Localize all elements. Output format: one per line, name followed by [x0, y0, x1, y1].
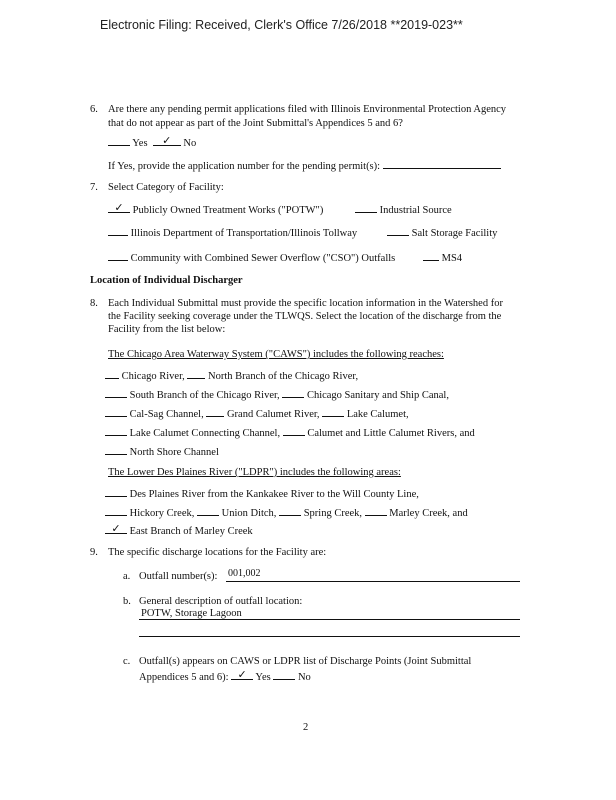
lake-calumet-conn-blank[interactable] [105, 425, 127, 436]
q8-line2: the Facility seeking coverage under the TLWQS. Select the location of the discharge from the [108, 311, 502, 322]
q9c-no-label: No [297, 672, 311, 683]
q6-pending [108, 158, 501, 172]
grand-calumet-blank[interactable] [206, 406, 224, 417]
caws-row-5 [105, 444, 219, 458]
q7-ms4-label: MS4 [441, 253, 463, 264]
north-branch-label: North Branch of the Chicago River, [208, 371, 359, 382]
q6-pending-field[interactable] [383, 158, 501, 169]
q7-idot-blank[interactable] [108, 225, 128, 236]
q8-number: 8. [90, 298, 98, 309]
page-number: 2 [303, 722, 309, 733]
union-ditch-blank[interactable] [197, 505, 219, 516]
marley-creek-label: Marley Creek, and [389, 508, 468, 519]
chicago-river-blank[interactable] [105, 368, 119, 379]
sanitary-canal-label: Chicago Sanitary and Ship Canal, [306, 390, 449, 401]
q9c-no-blank[interactable] [273, 669, 295, 680]
lake-calumet-label: Lake Calumet, [346, 409, 409, 420]
location-heading: Location of Individual Discharger [90, 275, 243, 286]
q9-number: 9. [90, 547, 98, 558]
ldpr-row-1 [105, 486, 419, 500]
south-branch-blank[interactable] [105, 387, 127, 398]
q9a-label: a. [123, 571, 131, 582]
q7-potw-blank[interactable] [108, 202, 130, 213]
q7-cso-option [108, 250, 395, 264]
q6-text-line1: Are there any pending permit applications filed with Illinois Environmental Protection Agency [108, 104, 507, 115]
q6-text-line2: that do not appear as part of the Joint Submittal's Appendices 5 and 6? [108, 118, 403, 129]
ldpr-heading: The Lower Des Plaines River ("LDPR") includes the following areas: [108, 467, 401, 478]
calumet-little-label: Calumet and Little Calumet Rivers, and [307, 428, 475, 439]
east-marley-check-icon: ✓ [111, 522, 121, 535]
east-marley-blank[interactable] [105, 523, 127, 534]
q6-no-blank[interactable] [153, 135, 181, 146]
q7-industrial-option [355, 202, 452, 216]
q9b-field-line-1[interactable] [139, 619, 520, 620]
north-shore-blank[interactable] [105, 444, 127, 455]
q9a-field-line[interactable] [226, 581, 520, 582]
hickory-creek-blank[interactable] [105, 505, 127, 516]
caws-heading: The Chicago Area Waterway System ("CAWS") includes the following reaches: [108, 349, 444, 360]
electronic-filing-stamp: Electronic Filing: Received, Clerk's Office 7/26/2018 **2019-023** [100, 18, 463, 32]
q9b-description-value[interactable]: POTW, Storage Lagoon [141, 608, 242, 619]
q7-industrial-blank[interactable] [355, 202, 377, 213]
q6-no-check-icon: ✓ [162, 134, 172, 147]
q9b-label: b. [123, 596, 131, 607]
sanitary-canal-blank[interactable] [282, 387, 304, 398]
cal-sag-label: Cal-Sag Channel, [129, 409, 204, 420]
q7-ms4-blank[interactable] [423, 250, 439, 261]
q6-yes-label: Yes [132, 138, 148, 149]
des-plaines-blank[interactable] [105, 486, 127, 497]
marley-creek-blank[interactable] [365, 505, 387, 516]
q7-potw-check-icon: ✓ [114, 201, 124, 214]
q6-answer [108, 135, 196, 149]
lake-calumet-blank[interactable] [322, 406, 344, 417]
q9c-label: c. [123, 656, 131, 667]
spring-creek-blank[interactable] [279, 505, 301, 516]
q9b-text: General description of outfall location: [139, 596, 303, 607]
q7-potw-option [108, 202, 323, 216]
q7-salt-blank[interactable] [387, 225, 409, 236]
q7-number: 7. [90, 182, 98, 193]
des-plaines-label: Des Plaines River from the Kankakee River to the Will County Line, [129, 489, 419, 500]
q7-industrial-label: Industrial Source [379, 205, 452, 216]
east-marley-label: East Branch of Marley Creek [129, 526, 253, 537]
north-branch-blank[interactable] [187, 368, 205, 379]
q7-cso-label: Community with Combined Sewer Overflow ("CSO") Outfalls [130, 253, 396, 264]
south-branch-label: South Branch of the Chicago River, [129, 390, 280, 401]
q9b-field-line-2[interactable] [139, 636, 520, 637]
caws-row-1 [105, 368, 358, 382]
q9c-line2-row [139, 669, 311, 683]
q9c-yes-blank[interactable] [231, 669, 253, 680]
q7-idot-option [108, 225, 357, 239]
q9c-line1: Outfall(s) appears on CAWS or LDPR list of Discharge Points (Joint Submittal [139, 656, 472, 667]
q6-number: 6. [90, 104, 98, 115]
q6-no-label: No [183, 138, 197, 149]
q9c-yes-label: Yes [255, 672, 271, 683]
spring-creek-label: Spring Creek, [303, 508, 363, 519]
caws-row-4 [105, 425, 475, 439]
q7-ms4-option [423, 250, 462, 264]
grand-calumet-label: Grand Calumet River, [226, 409, 320, 420]
ldpr-row-2 [105, 505, 468, 519]
q9a-text: Outfall number(s): [139, 571, 218, 582]
calumet-little-blank[interactable] [283, 425, 305, 436]
hickory-creek-label: Hickory Creek, [129, 508, 195, 519]
q8-line3: Facility from the list below: [108, 324, 226, 335]
q7-salt-option [387, 225, 497, 239]
ldpr-row-3 [105, 523, 253, 537]
q6-yes-blank[interactable] [108, 135, 130, 146]
union-ditch-label: Union Ditch, [221, 508, 277, 519]
q7-idot-label: Illinois Department of Transportation/Illinois Tollway [130, 228, 358, 239]
q9-text: The specific discharge locations for the Facility are: [108, 547, 327, 558]
lake-calumet-conn-label: Lake Calumet Connecting Channel, [129, 428, 281, 439]
q7-text: Select Category of Facility: [108, 182, 224, 193]
q7-cso-blank[interactable] [108, 250, 128, 261]
q7-salt-label: Salt Storage Facility [411, 228, 498, 239]
caws-row-2 [105, 387, 449, 401]
q6-pending-label: If Yes, provide the application number for the pending permit(s): [108, 161, 381, 172]
q9a-outfall-value[interactable]: 001,002 [228, 568, 261, 579]
cal-sag-blank[interactable] [105, 406, 127, 417]
q9c-yes-check-icon: ✓ [237, 668, 247, 681]
caws-row-3 [105, 406, 409, 420]
q7-potw-label: Publicly Owned Treatment Works ("POTW") [132, 205, 324, 216]
north-shore-label: North Shore Channel [129, 447, 219, 458]
chicago-river-label: Chicago River, [121, 371, 185, 382]
q8-line1: Each Individual Submittal must provide the specific location information in the Watershed for [108, 298, 503, 309]
q9c-line2: Appendices 5 and 6): [139, 672, 229, 683]
